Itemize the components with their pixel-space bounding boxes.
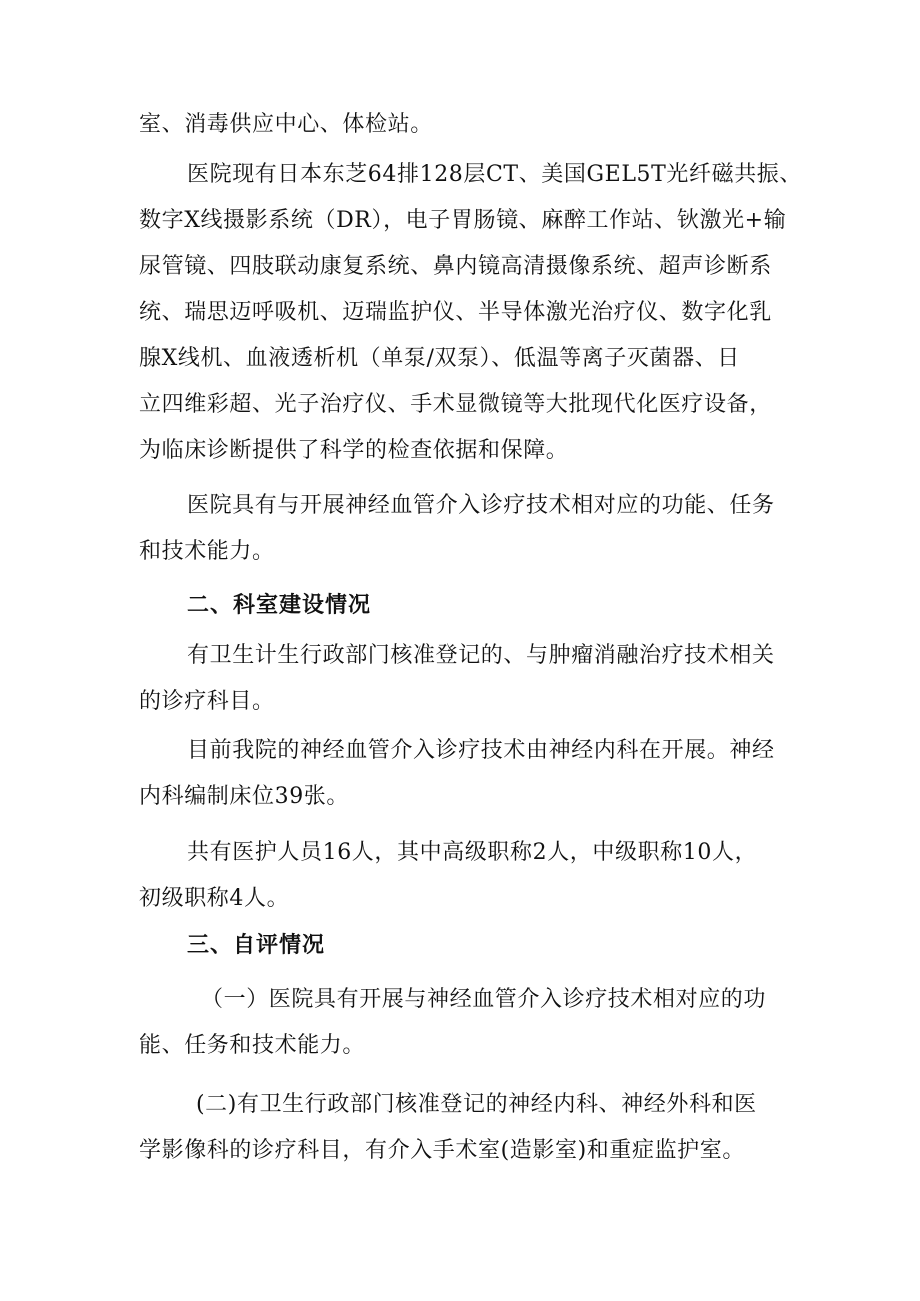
paragraph-line: 医院现有日本东芝64排128层CT、美国GEL5T光纤磁共振、 (187, 162, 803, 187)
paragraph-line: 内科编制床位39张。 (139, 784, 349, 809)
paragraph-line: 和技术能力。 (139, 539, 275, 564)
section-heading: 二、科室建设情况 (187, 593, 372, 618)
paragraph-line: 学影像科的诊疗科目，有介入手术室(造影室)和重症监护室。 (139, 1138, 745, 1163)
section-heading: 三、自评情况 (187, 933, 326, 958)
paragraph-line: 室、消毒供应中心、体检站。 (139, 112, 433, 137)
paragraph-line: 统、瑞思迈呼吸机、迈瑞监护仪、半导体激光治疗仪、数字化乳 (139, 300, 772, 325)
paragraph-line: 目前我院的神经血管介入诊疗技术由神经内科在开展。神经 (187, 738, 775, 763)
paragraph-line: 能、任务和技术能力。 (139, 1033, 366, 1058)
paragraph-line: （一）医院具有开展与神经血管介入诊疗技术相对应的功 (201, 987, 767, 1012)
paragraph-line: 共有医护人员16人，其中高级职称2人，中级职称10人， (187, 840, 758, 865)
paragraph-line: 尿管镜、四肢联动康复系统、鼻内镜高清摄像系统、超声诊断系 (139, 254, 772, 279)
paragraph-line: 的诊疗科目。 (139, 689, 275, 714)
paragraph-line: 为临床诊断提供了科学的检查依据和保障。 (139, 438, 569, 463)
paragraph-line: 初级职称4人。 (139, 886, 290, 911)
paragraph-line: 立四维彩超、光子治疗仪、手术显微镜等大批现代化医疗设备， (139, 392, 772, 417)
paragraph-line: 腺X线机、血液透析机（单泵/双泵）、低温等离子灭菌器、日 (139, 346, 740, 371)
paragraph-line: 医院具有与开展神经血管介入诊疗技术相对应的功能、任务 (187, 493, 775, 518)
paragraph-line: 数字X线摄影系统（DR），电子胃肠镜、麻醉工作站、钬激光+输 (139, 208, 787, 233)
paragraph-line: (二)有卫生行政部门核准登记的神经内科、神经外科和医 (196, 1092, 757, 1117)
paragraph-line: 有卫生计生行政部门核准登记的、与肿瘤消融治疗技术相关 (187, 643, 775, 668)
